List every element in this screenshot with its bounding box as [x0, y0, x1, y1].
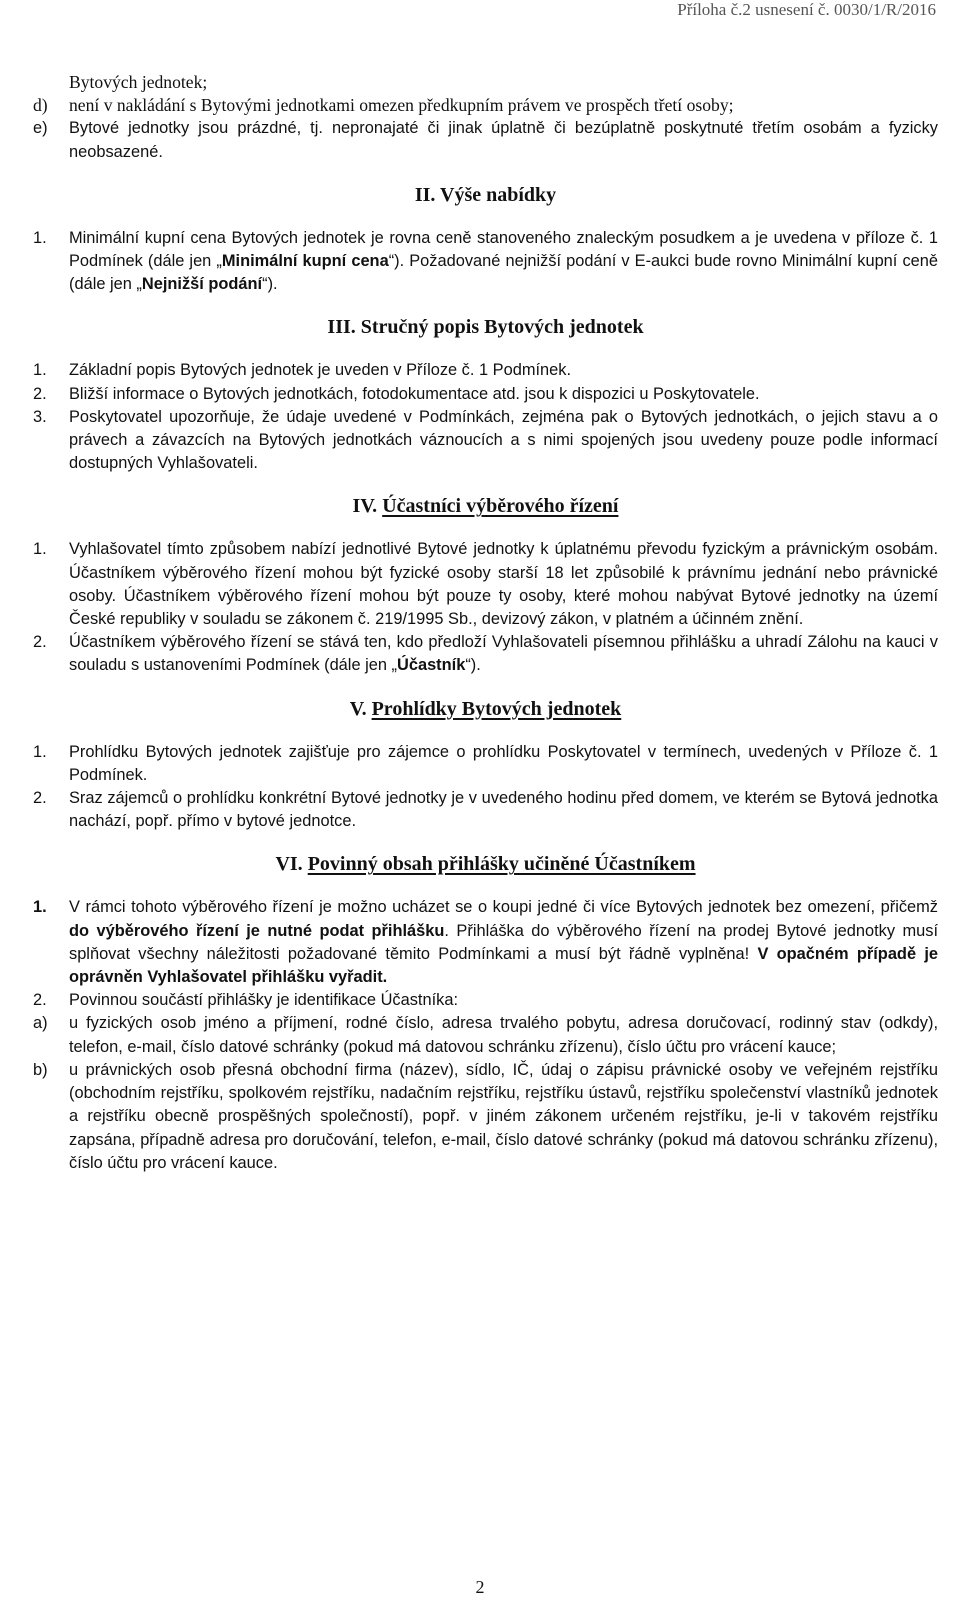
item-text-a: Účastníkem výběrového řízení se stává ten, kdo předloží Vyhlašovateli písemnou přihlášku a uhradí Zálohu na kauci v souladu s ustanoveními Podmínek (dále jen „: [69, 633, 938, 675]
section-4-item-1: [33, 538, 938, 631]
section-6-item-2b: [33, 1059, 938, 1175]
item-text-a: Minimální kupní cena Bytových jednotek je rovna ceně stanoveného znaleckým posudkem a je uvedena v příloze č. 1 Podmínek (dále jen „: [69, 228, 938, 271]
section-heading-2: II. Výše nabídky: [414, 183, 557, 206]
item-text-e: “).: [262, 275, 278, 294]
item-label: 1.: [33, 361, 47, 380]
item-label: 2.: [33, 789, 47, 808]
heading-number: V.: [349, 697, 367, 720]
section-2-item-1: [33, 227, 938, 297]
item-text: Povinnou součástí přihlášky je identifikace Účastníka:: [69, 991, 459, 1010]
item-text: Základní popis Bytových jednotek je uveden v Příloze č. 1 Podmínek.: [69, 361, 572, 380]
page-number: 2: [475, 1577, 485, 1597]
section-6-item-1: [33, 896, 938, 989]
item-text-a: V rámci tohoto výběrového řízení je možno ucházet se o koupi jedné či více Bytových jednotek bez omezení, přičemž: [69, 898, 938, 917]
item-text: Poskytovatel upozorňuje, že údaje uvedené v Podmínkách, zejména pak o Bytových jednotkách, o jejich stavu a o právech a závazcích na Bytových jednotkách váznoucích a s nimi spojených jsou uvedeny pouze podle informací dostupných Vyhlašovateli.: [69, 407, 938, 473]
item-text: u fyzických osob jméno a příjmení, rodné číslo, adresa trvalého pobytu, adresa doručovací, rodinný stav (odkdy), telefon, e-mail, číslo datové schránky (pokud má datovou schránku zřízenu), číslo účtu pro vrácení kauce;: [69, 1014, 938, 1056]
emphasis-prihlaska: do výběrového řízení je nutné podat přihlášku: [69, 921, 445, 940]
heading-title: Prohlídky Bytových jednotek: [371, 697, 622, 720]
item-text: Bytové jednotky jsou prázdné, tj. nepronajaté či jinak úplatně či bezúplatně poskytnuté třetím osobám a fyzicky neobsazené.: [69, 119, 938, 161]
heading-title: Povinný obsah přihlášky učiněné Účastníkem: [307, 853, 696, 876]
item-text: není v nakládání s Bytovými jednotkami omezen předkupním právem ve prospěch třetí osoby;: [69, 95, 734, 116]
page-header: Příloha č.2 usnesení č. 0030/1/R/2016: [677, 0, 936, 19]
section-heading-3: III. Stručný popis Bytových jednotek: [327, 316, 644, 339]
item-text-c: . Přihláška do výběrového řízení na prodej Bytové jednotky musí splňovat všechny náležitosti požadované těmito Podmínkami a musí být řádně vyplněna!: [69, 921, 939, 963]
item-text: Sraz zájemců o prohlídku konkrétní Bytové jednotky je v uvedeného hodinu před domem, ve kterém se Bytová jednotka nachází, popř. přímo v bytové jednotce.: [69, 789, 938, 831]
term-minimalni-kupni-cena: Minimální kupní cena: [221, 252, 389, 271]
item-label: d): [33, 95, 48, 116]
item-label: e): [33, 119, 48, 138]
term-nejnizsi-podani: Nejnižší podání: [141, 275, 263, 294]
section-6-item-2a: [33, 1012, 938, 1058]
item-text-c: “).: [465, 656, 481, 675]
item-text: Prohlídku Bytových jednotek zajišťuje pro zájemce o prohlídku Poskytovatel v termínech, uvedených v Příloze č. 1 Podmínek.: [69, 742, 938, 784]
section-3-item-2: [33, 383, 938, 406]
item-label: a): [33, 1014, 48, 1033]
item-label: 1.: [33, 742, 47, 761]
item-text: Vyhlašovatel tímto způsobem nabízí jednotlivé Bytové jednotky k úplatnému převodu fyzickým a právnickým osobám. Účastníkem výběrového řízení mohou být fyzické osoby starší 18 let způsobilé k právnímu jednání nebo právnické osoby. Účastníkem výběrového řízení mohou být pouze ty osoby, které mohou nabývat Bytové jednotky na území České republiky v souladu se zákonem č. 219/1995 Sb., devizový zákon, v platném a účinném znění.: [69, 540, 938, 629]
emphasis-vyrazeni: V opačném případě je oprávněn Vyhlašovatel přihlášku vyřadit.: [69, 944, 938, 987]
term-ucastnik: Účastník: [397, 656, 466, 675]
section-heading-6: [33, 851, 938, 877]
item-label: 1.: [33, 898, 47, 917]
item-label: b): [33, 1060, 48, 1079]
list-item-e: [33, 117, 938, 163]
section-heading-4: [33, 493, 938, 519]
heading-number: IV.: [352, 495, 378, 518]
intro-line: Bytových jednotek;: [69, 72, 208, 92]
section-5-item-1: [33, 741, 938, 787]
heading-number: VI.: [275, 853, 303, 876]
section-3-item-3: [33, 406, 938, 476]
section-3-item-1: [33, 359, 938, 382]
section-4-item-2: [33, 631, 938, 677]
item-label: 2.: [33, 384, 47, 403]
item-label: 1.: [33, 228, 47, 247]
item-text: u právnických osob přesná obchodní firma (název), sídlo, IČ, údaj o zápisu právnické osoby ve veřejném rejstříku (obchodním rejstříku, spolkovém rejstříku, nadačním rejstříku, rejstříku ústavů, rejstříku společenství vlastníků jednotek a rejstříku obecně prospěšných společností), popř. v jiném zákonem určeném rejstříku, je-li v takovém rejstříku zapsána, případně adresa pro doručování, telefon, e-mail, číslo datové schránky (pokud má datovou schránku zřízenu), číslo účtu pro vrácení kauce.: [69, 1060, 938, 1172]
item-text: Bližší informace o Bytových jednotkách, fotodokumentace atd. jsou k dispozici u Poskytovatele.: [69, 384, 760, 403]
item-label: 2.: [33, 991, 47, 1010]
list-item-d: [33, 94, 938, 117]
item-text-c: “). Požadované nejnižší podání v E-aukci bude rovno Minimální kupní ceně (dále jen „: [69, 252, 938, 294]
item-label: 3.: [33, 407, 47, 426]
section-6-item-2: [33, 989, 938, 1012]
item-label: 2.: [33, 633, 47, 652]
section-heading-5: [33, 696, 938, 722]
document-body: [33, 71, 938, 1175]
heading-title: Účastníci výběrového řízení: [382, 495, 619, 518]
item-label: 1.: [33, 540, 47, 559]
section-5-item-2: [33, 787, 938, 833]
